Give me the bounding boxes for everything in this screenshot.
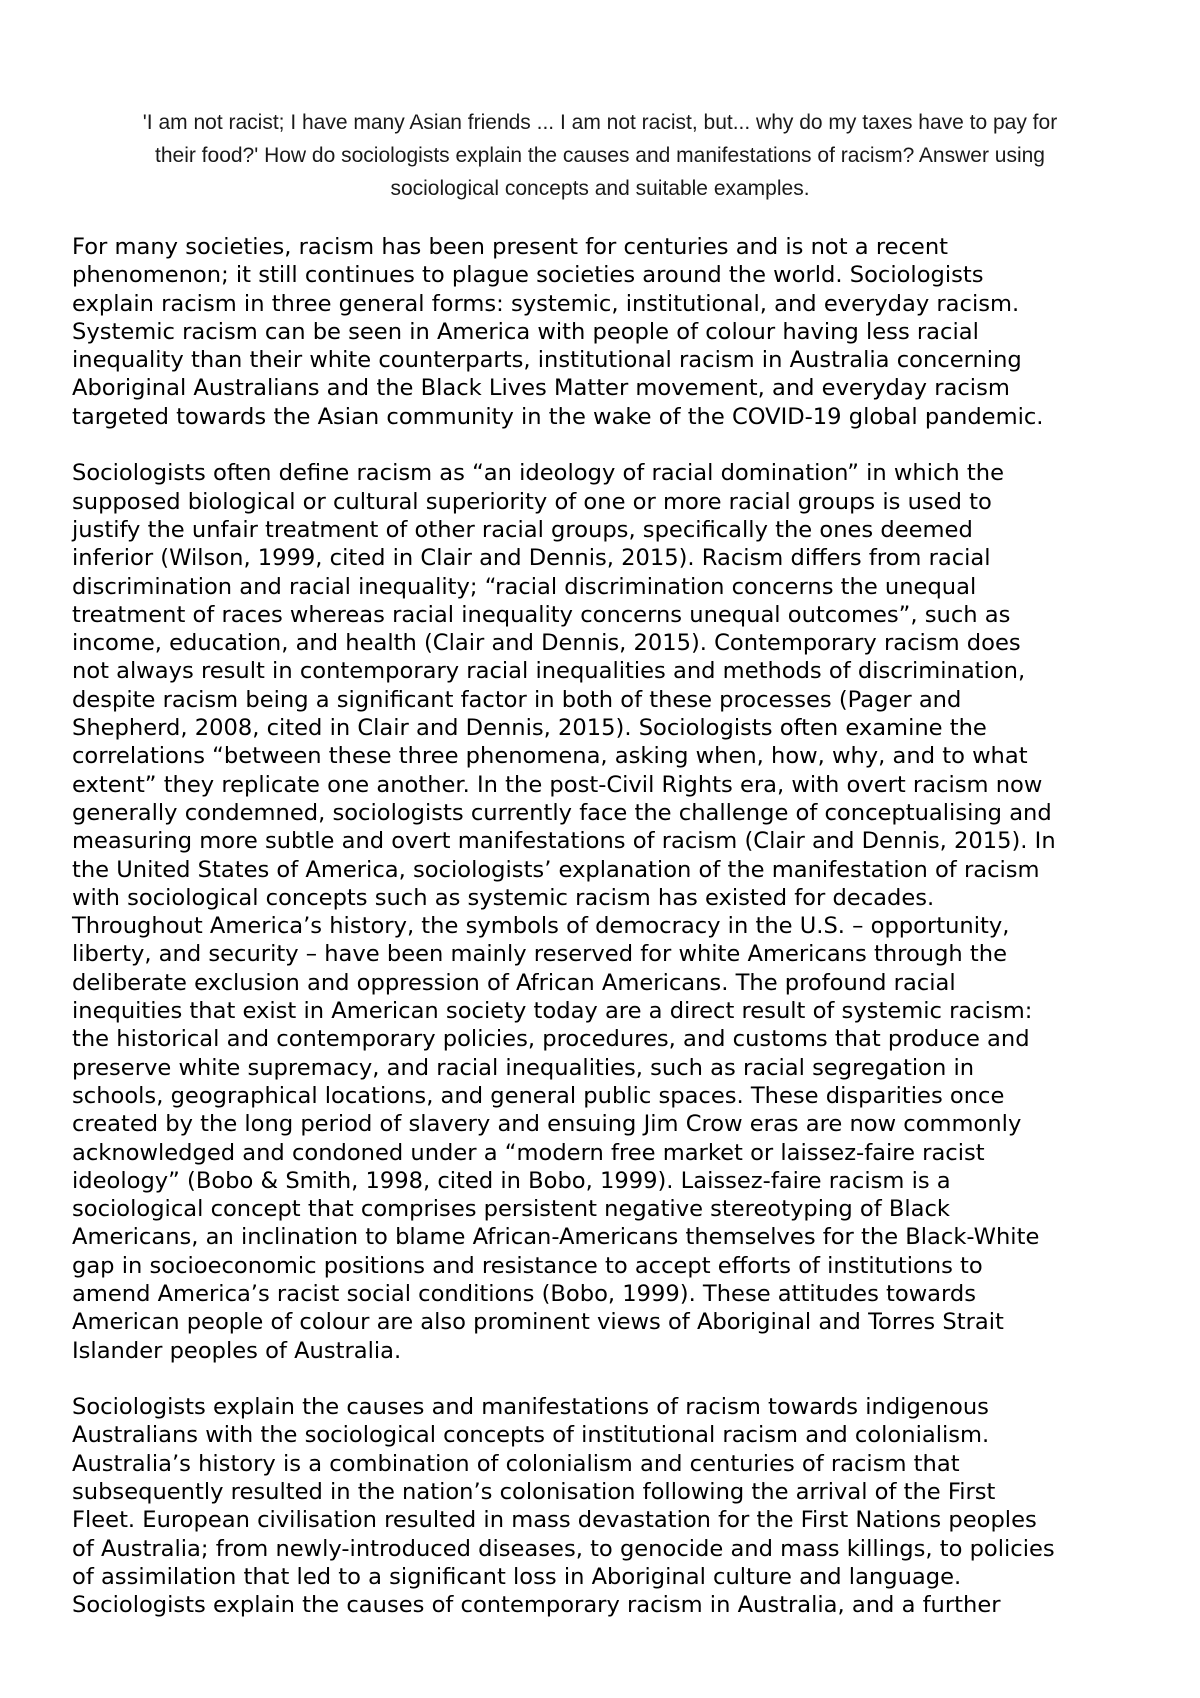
essay-body [72, 233, 1152, 1620]
paragraph-1: For many societies, racism has been present for centuries and is not a recent phenomenon; it still continues to plague societies around the world. Sociologists explain racism in three general forms: systemic, institutional, and everyday racism. Systemic racism can be seen in America with people of colour having less racial inequality than their white counterparts, institutional racism in Australia concerning Aboriginal Australians and the Black Lives Matter movement, and everyday racism targeted towards the Asian community in the wake of the COVID-19 global pandemic. [72, 234, 1044, 430]
paragraph-3: Sociologists explain the causes and manifestations of racism towards indigenous Australians with the sociological concepts of institutional racism and colonialism. Australia’s history is a combination of colonialism and centuries of racism that subsequently resulted in the nation’s colonisation following the arrival of the First Fleet. European civilisation resulted in mass devastation for the First Nations peoples of Australia; from newly-introduced diseases, to genocide and mass killings, to policies of assimilation that led to a significant loss in Aboriginal culture and language. Sociologists explain the causes of contemporary racism in Australia, and a further [72, 1394, 1055, 1619]
essay-question: 'I am not racist; I have many Asian friends ... I am not racist, but... why do my taxes have to pay for their food?' How do sociologists explain the causes and manifestations of racism? Answer using sociological concepts and suitable examples. [142, 111, 1058, 200]
paragraph-2: Sociologists often define racism as “an ideology of racial domination” in which the supposed biological or cultural superiority of one or more racial groups is used to justify the unfair treatment of other racial groups, specifically the ones deemed inferior (Wilson, 1999, cited in Clair and Dennis, 2015). Racism differs from racial discrimination and racial inequality; “racial discrimination concerns the unequal treatment of races whereas racial inequality concerns unequal outcomes”, such as income, education, and health (Clair and Dennis, 2015). Contemporary racism does not always result in contemporary racial inequalities and methods of discrimination, despite racism being a significant factor in both of these processes (Pager and Shepherd, 2008, cited in Clair and Dennis, 2015). Sociologists often examine the correlations “between these three phenomena, asking when, how, why, and to what extent” they replicate one another. In the post-Civil Rights era, with overt racism now generally condemned, sociologists currently face the challenge of conceptualising and measuring more subtle and overt manifestations of racism (Clair and Dennis, 2015). In the United States of America, sociologists’ explanation of the manifestation of racism with sociological concepts such as systemic racism has existed for decades. Throughout America’s history, the symbols of democracy in the U.S. – opportunity, liberty, and security – have been mainly reserved for white Americans through the deliberate exclusion and oppression of African Americans. The profound racial inequities that exist in American society today are a direct result of systemic racism: the historical and contemporary policies, procedures, and customs that produce and preserve white supremacy, and racial inequalities, such as racial segregation in schools, geographical locations, and general public spaces. These disparities once created by the long period of slavery and ensuing Jim Crow eras are now commonly acknowledged and condoned under a “modern free market or laissez-faire racist ideology” (Bobo & Smith, 1998, cited in Bobo, 1999). Laissez-faire racism is a sociological concept that comprises persistent negative stereotyping of Black Americans, an inclination to blame African-Americans themselves for the Black-White gap in socioeconomic positions and resistance to accept efforts of institutions to amend America’s racist social conditions (Bobo, 1999). These attitudes towards American people of colour are also prominent views of Aboriginal and Torres Strait Islander peoples of Australia. [72, 460, 1056, 1364]
